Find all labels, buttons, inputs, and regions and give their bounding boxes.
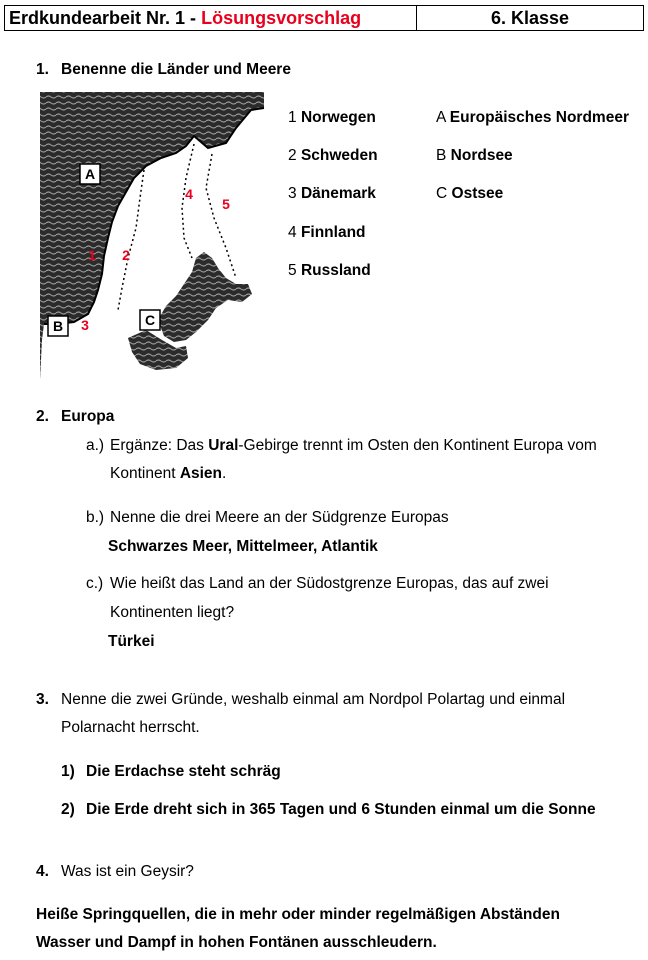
sea-name: Europäisches Nordmeer <box>449 109 629 126</box>
q3-answer-2: Die Erde dreht sich in 365 Tagen und 6 Stunden einmal um die Sonne <box>86 801 596 818</box>
map-number-3: 3 <box>81 317 89 333</box>
class-label: 6. Klasse <box>490 8 570 28</box>
q1-number: 1. <box>36 61 49 78</box>
q4-answer-line1: Heiße Springquellen, die in mehr oder minder regelmäßigen Abständen <box>36 906 560 923</box>
country-num: 1 <box>288 109 297 126</box>
q2b-question: Nenne die drei Meere an der Südgrenze Europas <box>110 509 449 526</box>
country-num: 3 <box>288 185 297 202</box>
sea-letter: C <box>436 185 448 202</box>
country-item-2 <box>288 147 378 165</box>
sea-letter: B <box>436 147 447 164</box>
q2c-answer: Türkei <box>108 633 155 650</box>
sea-letter: A <box>436 109 446 126</box>
q3-question-line2: Polarnacht herrscht. <box>61 719 200 736</box>
sea-name: Ostsee <box>451 185 504 202</box>
country-num: 2 <box>288 147 297 164</box>
country-item-5 <box>288 262 371 280</box>
q2c-question-line1: Wie heißt das Land an der Südostgrenze Europas, das auf zwei <box>110 575 549 592</box>
q2-title: Europa <box>61 408 115 425</box>
country-name: Norwegen <box>300 109 376 126</box>
sea-item-b <box>436 147 513 165</box>
country-name: Dänemark <box>300 185 376 202</box>
q4-question: Was ist ein Geysir? <box>61 863 194 880</box>
map-label-c: C <box>144 312 156 328</box>
map-label-a: A <box>84 166 96 182</box>
q2c-label: c.) <box>86 575 104 592</box>
q3-number: 3. <box>36 691 49 708</box>
exam-title: Erdkundearbeit Nr. 1 - <box>9 8 197 28</box>
q2-number: 2. <box>36 408 49 425</box>
q2c-question-line2: Kontinenten liegt? <box>110 604 235 621</box>
sea-item-a <box>436 109 629 127</box>
scandinavia-map <box>36 88 266 380</box>
q2a-answer-asien: Asien <box>179 465 223 482</box>
country-name: Russland <box>300 262 371 279</box>
country-name: Finnland <box>300 224 366 241</box>
map-number-5: 5 <box>222 196 230 212</box>
q3-answer-1: Die Erdachse steht schräg <box>86 763 281 780</box>
q2a-line2 <box>110 465 226 483</box>
q2a-answer-ural: Ural <box>208 437 239 454</box>
country-name: Schweden <box>300 147 378 164</box>
map-number-1: 1 <box>88 247 96 263</box>
solution-label: Lösungsvorschlag <box>201 8 362 28</box>
country-item-1 <box>288 109 376 127</box>
country-item-4 <box>288 224 366 242</box>
country-num: 4 <box>288 224 297 241</box>
sea-name: Nordsee <box>450 147 513 164</box>
q1-title: Benenne die Länder und Meere <box>61 61 291 78</box>
country-num: 5 <box>288 262 297 279</box>
map-number-2: 2 <box>122 247 130 263</box>
q3-answer-1-num: 1) <box>61 763 75 780</box>
q2b-answer: Schwarzes Meer, Mittelmeer, Atlantik <box>108 538 378 555</box>
header-title-cell <box>5 6 417 30</box>
q2a-text-end: . <box>222 465 227 482</box>
q3-answer-2-num: 2) <box>61 801 75 818</box>
q2a-text-mid: -Gebirge trennt im Osten den Kontinent Europa vom <box>238 437 597 454</box>
q2a-text-pre: Ergänze: Das <box>110 437 209 454</box>
q2a-label: a.) <box>86 437 105 454</box>
map-label-b: B <box>52 318 64 334</box>
q2b-label: b.) <box>86 509 105 526</box>
q4-answer-line2: Wasser und Dampf in hohen Fontänen ausschleudern. <box>36 934 437 951</box>
country-item-3 <box>288 185 376 203</box>
q3-question-line1: Nenne die zwei Gründe, weshalb einmal am Nordpol Polartag und einmal <box>61 691 566 708</box>
sea-item-c <box>436 185 503 203</box>
map-number-4: 4 <box>185 186 193 202</box>
q2a-line1 <box>110 437 597 455</box>
q4-number: 4. <box>36 863 49 880</box>
header-table <box>4 5 644 31</box>
q2a-text-line2: Kontinent <box>110 465 180 482</box>
